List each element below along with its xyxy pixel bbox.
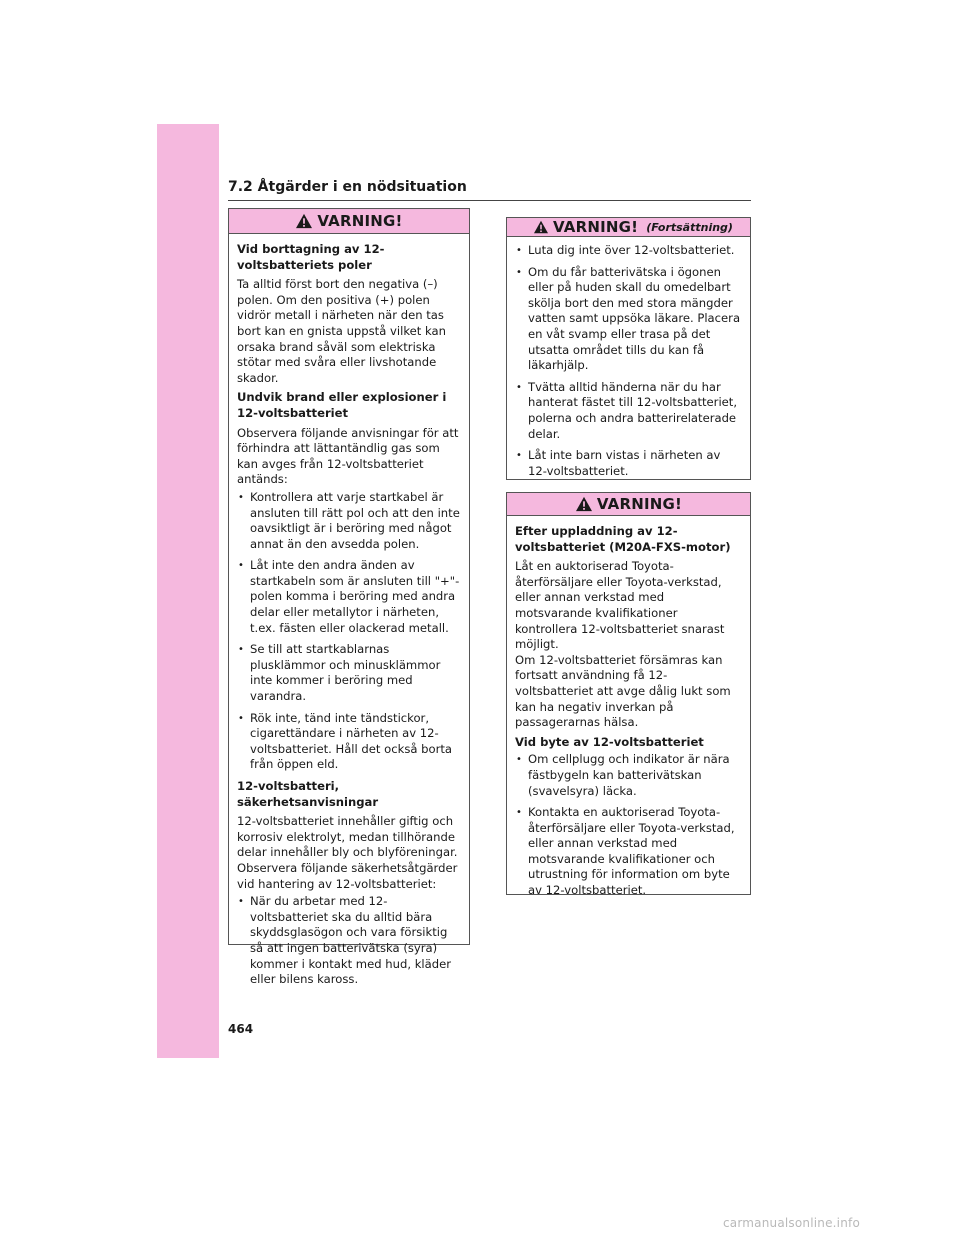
- list-item: • Låt inte den andra änden av startkabeln som är ansluten till "+"-polen komma i beröring med andra delar eller metallytor i närheten, t.ex. fästen eller olackerad metall.: [237, 558, 461, 636]
- warning-heading: Efter uppladdning av 12-voltsbatteriet (M20A-FXS-motor): [515, 524, 731, 554]
- list-item: • Kontrollera att varje startkabel är ansluten till rätt pol och att den inte oavsiktligt är i beröring med något annat än den avsedda polen.: [237, 490, 461, 552]
- warning-paragraph: Låt en auktoriserad Toyota-återförsäljare eller Toyota-verkstad, eller annan verkstad med motsvarande kvalifikationer kontrollera 12-voltsbatteriet snarast möjligt.: [515, 559, 725, 652]
- warning-body: [229, 234, 469, 1002]
- warning-header: [507, 493, 750, 516]
- warning-label: VARNING!: [596, 495, 683, 513]
- warning-label: VARNING!: [553, 218, 639, 236]
- warning-box-battery-poles: [228, 208, 470, 987]
- warning-bullet-list: [515, 243, 742, 479]
- warning-heading: 12-voltsbatteri, säkerhetsanvisningar: [237, 779, 379, 809]
- warning-bullet-list: [515, 752, 742, 898]
- warning-body: [507, 237, 750, 493]
- list-item: • Låt inte barn vistas i närheten av 12-voltsbatteriet.: [515, 448, 742, 479]
- list-item: • Kontakta en auktoriserad Toyota-återförsäljare eller Toyota-verkstad, eller annan verkstad med motsvarande kvalifikationer och utrustning för information om byte av 12-voltsbatteriet.: [515, 805, 742, 899]
- warning-triangle-icon: [295, 213, 313, 229]
- warning-triangle-icon: [575, 496, 593, 512]
- warning-paragraph: Ta alltid först bort den negativa (–) polen. Om den positiva (+) polen vidrör metall i närheten när den tas bort kan en gnista uppstå vilket kan orsaka brand såväl som elektriska stötar med svåra eller livshotande skador.: [237, 277, 446, 385]
- list-item: • När du arbetar med 12-voltsbatteriet ska du alltid bära skyddsglasögon och vara försiktig så att ingen batterivätska (syra) kommer i kontakt med hud, kläder eller bilens kaross.: [237, 894, 461, 988]
- section-title: 7.2 Åtgärder i en nödsituation: [228, 179, 467, 195]
- warning-box-after-charging: [506, 492, 751, 898]
- warning-triangle-icon: [533, 220, 549, 234]
- list-item: • Om du får batterivätska i ögonen eller på huden skall du omedelbart skölja bort den med stora mängder vatten samt uppsöka läkare. Placera en våt svamp eller trasa på det utsatta området tills du kan få läkarhjälp.: [515, 265, 742, 374]
- continued-label: (Fortsättning): [646, 220, 733, 234]
- warning-heading: Undvik brand eller explosioner i 12-voltsbatteriet: [237, 390, 447, 420]
- list-item: • Rök inte, tänd inte tändstickor, cigarettändare i närheten av 12-voltsbatteriet. Håll det också borta från öppen eld.: [237, 711, 461, 773]
- watermark-text: carmanualsonline.info: [723, 1216, 860, 1230]
- warning-header: [229, 209, 469, 234]
- page-number: 464: [228, 1022, 254, 1036]
- warning-paragraph: Observera följande anvisningar för att förhindra att lättantändlig gas som kan avges från 12-voltsbatteriet antänds:: [237, 425, 459, 487]
- warning-header: [507, 218, 750, 237]
- list-item: • Luta dig inte över 12-voltsbatteriet.: [515, 243, 742, 259]
- list-item: • Om cellplugg och indikator är nära fästbygeln kan batterivätskan (svavelsyra) läcka.: [515, 752, 742, 799]
- warning-bullet-list: [237, 894, 461, 988]
- list-item: • Se till att startkablarnas plusklämmor och minusklämmor inte kommer i beröring med varandra.: [237, 642, 461, 704]
- section-divider: [228, 200, 751, 201]
- warning-box-continued: [506, 217, 751, 480]
- warning-body: [507, 516, 750, 913]
- warning-heading: Vid byte av 12-voltsbatteriet: [515, 734, 704, 749]
- warning-bullet-list: [237, 490, 461, 773]
- warning-paragraph: Om 12-voltsbatteriet försämras kan fortsatt användning få 12-voltsbatteriet att avge dålig lukt som kan ha negativ inverkan på passagerarnas hälsa.: [515, 652, 731, 730]
- warning-paragraph: 12-voltsbatteriet innehåller giftig och korrosiv elektrolyt, medan tillhörande delar innehåller bly och blyföreningar. Observera följande säkerhetsåtgärder vid hantering av 12-voltsbatteriet:: [237, 814, 458, 891]
- side-color-band: [157, 124, 219, 1058]
- warning-label: VARNING!: [317, 212, 403, 230]
- list-item: • Tvätta alltid händerna när du har hanterat fästet till 12-voltsbatteriet, polerna och andra batterirelaterade delar.: [515, 380, 742, 442]
- warning-heading: Vid borttagning av 12-voltsbatteriets poler: [237, 242, 385, 272]
